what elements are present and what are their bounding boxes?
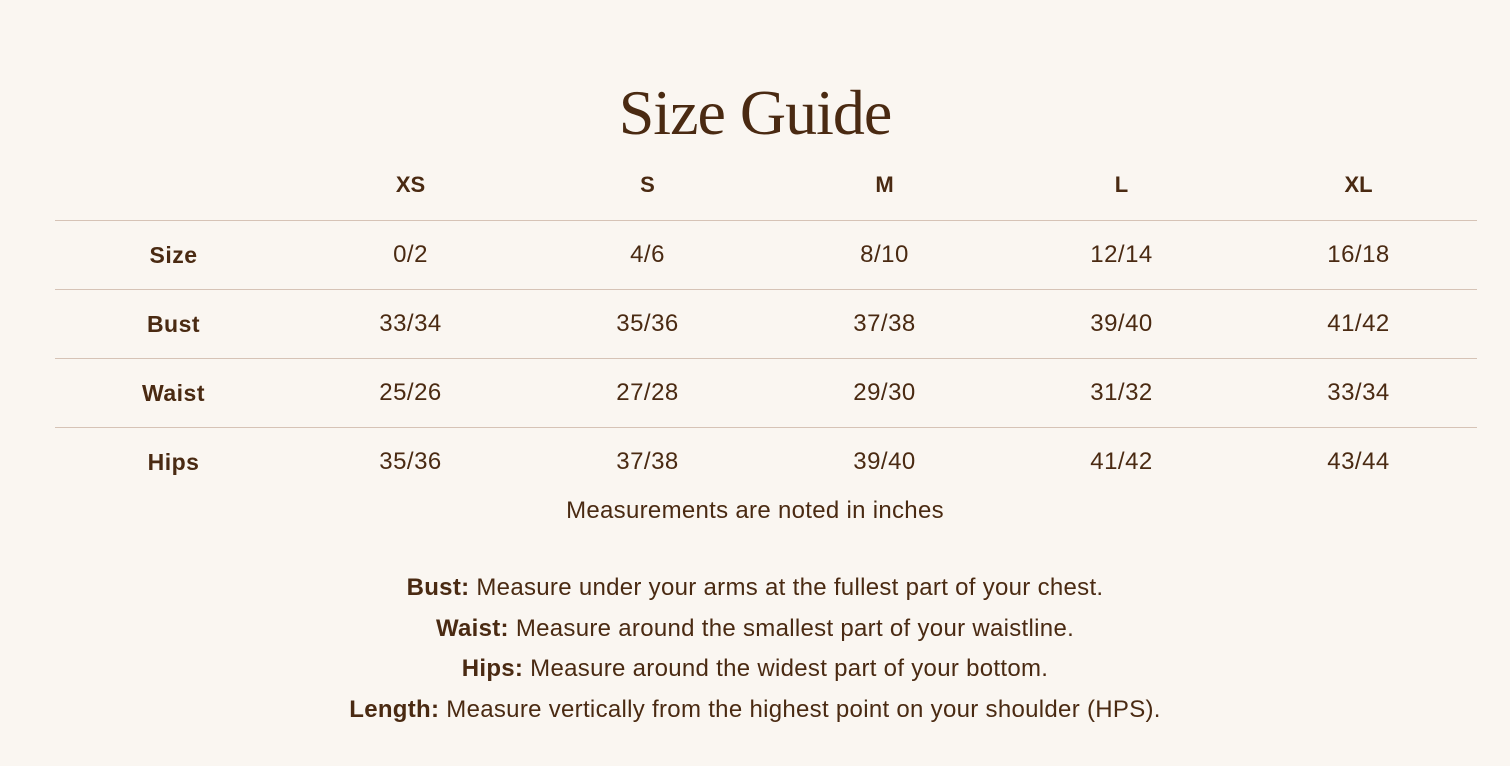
table-cell: 12/14 [1003, 221, 1240, 290]
guide-line-bust [0, 568, 1510, 609]
table-cell: 37/38 [616, 448, 679, 475]
header-corner [55, 150, 292, 221]
table-cell: 25/26 [292, 359, 529, 428]
table-row [55, 290, 1477, 359]
table-row [55, 221, 1477, 290]
guide-line-waist [0, 609, 1510, 650]
page-title: Size Guide [618, 76, 892, 148]
table-cell: 16/18 [1240, 221, 1477, 290]
table-cell: 39/40 [1003, 290, 1240, 359]
row-label-waist: Waist [55, 359, 292, 428]
table-cell: 35/36 [529, 290, 766, 359]
measurement-unit-note: Measurements are noted in inches [566, 497, 944, 524]
measuring-guide [0, 568, 1510, 730]
table-cell: 0/2 [292, 221, 529, 290]
table-cell: 35/36 [379, 448, 442, 475]
guide-line-length [0, 690, 1510, 731]
table-row [55, 359, 1477, 428]
header-xl: XL [1240, 150, 1477, 221]
guide-term: Length: [349, 695, 440, 723]
header-s: S [529, 150, 766, 221]
row-label-size: Size [55, 221, 292, 290]
table-cell: 39/40 [853, 448, 916, 475]
table-row [55, 428, 1477, 497]
table-cell: 43/44 [1327, 448, 1390, 475]
table-cell: 37/38 [766, 290, 1003, 359]
row-label-bust: Bust [55, 290, 292, 359]
size-header-row [55, 150, 1477, 221]
row-label-hips: Hips [147, 448, 200, 475]
table-cell: 33/34 [1240, 359, 1477, 428]
header-m: M [766, 150, 1003, 221]
table-cell: 29/30 [766, 359, 1003, 428]
header-l: L [1003, 150, 1240, 221]
guide-line-hips [0, 649, 1510, 690]
guide-text: Measure vertically from the highest point on your shoulder (HPS). [439, 695, 1161, 723]
guide-text: Measure under your arms at the fullest part of your chest. [469, 574, 1104, 601]
guide-term: Hips: [461, 655, 524, 682]
guide-term: Bust: [406, 574, 470, 601]
table-cell: 8/10 [766, 221, 1003, 290]
size-table [55, 150, 1477, 496]
table-cell: 33/34 [292, 290, 529, 359]
guide-text: Measure around the widest part of your bottom. [523, 655, 1049, 682]
header-xs: XS [292, 150, 529, 221]
table-cell: 4/6 [529, 221, 766, 290]
table-cell: 27/28 [529, 359, 766, 428]
table-cell: 41/42 [1090, 448, 1153, 475]
guide-text: Measure around the smallest part of your waistline. [508, 614, 1075, 642]
table-cell: 31/32 [1003, 359, 1240, 428]
table-cell: 41/42 [1240, 290, 1477, 359]
guide-term: Waist: [435, 614, 509, 642]
